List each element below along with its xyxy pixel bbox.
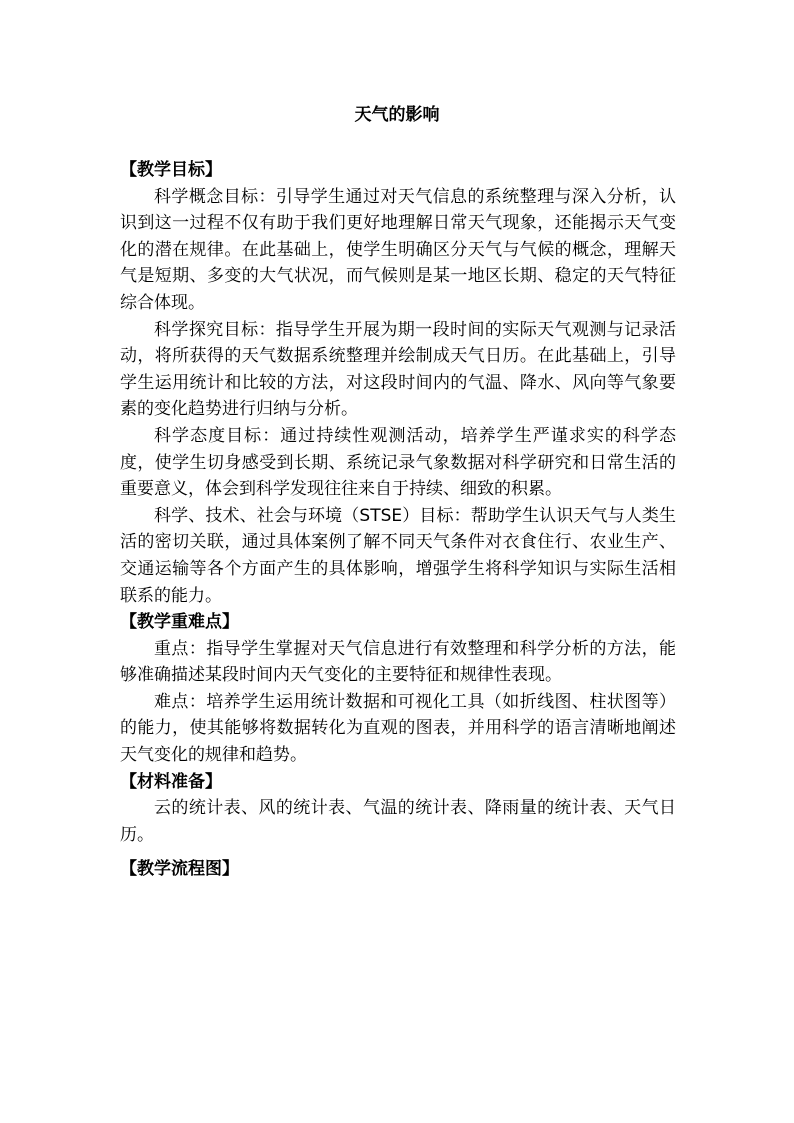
section-heading-teaching-goals: 【教学目标】: [120, 160, 222, 180]
document-body: [120, 157, 676, 883]
section-heading-materials: 【材料准备】: [120, 771, 222, 792]
paragraph-materials-list: 云的统计表、风的统计表、气温的统计表、降雨量的统计表、天气日历。: [120, 798, 676, 845]
paragraph-inquiry-goal: 科学探究目标：指导学生开展为期一段时间的实际天气观测与记录活动，将所获得的天气数据系统整理并绘制成天气日历。在此基础上，引导学生运用统计和比较的方法，对这段时间内的气温、降水、风向等气象要素的变化趋势进行归纳与分析。: [120, 319, 676, 420]
section-teaching-goals: [120, 157, 676, 609]
section-key-difficult-points: [120, 609, 676, 769]
section-heading-teaching-flowchart: 【教学流程图】: [120, 859, 239, 880]
paragraph-key-point: 重点：指导学生掌握对天气信息进行有效整理和科学分析的方法，能够准确描述某段时间内天气变化的主要特征和规律性表现。: [120, 638, 676, 686]
paragraph-concept-goal: 科学概念目标：引导学生通过对天气信息的系统整理与深入分析，认识到这一过程不仅有助于我们更好地理解日常天气现象，还能揭示天气变化的潜在规律。在此基础上，使学生明确区分天气与气候的概念，理解天气是短期、多变的大气状况，而气候则是某一地区长期、稳定的天气特征综合体现。: [120, 186, 676, 313]
page-title: 天气的影响: [354, 105, 440, 125]
paragraph-attitude-goal: 科学态度目标：通过持续性观测活动，培养学生严谨求实的科学态度，使学生切身感受到长期、系统记录气象数据对科学研究和日常生活的重要意义，体会到科学发现往往来自于持续、细致的积累。: [120, 425, 676, 500]
section-teaching-flowchart: [120, 856, 676, 883]
section-materials: [120, 769, 676, 849]
paragraph-stse-goal: 科学、技术、社会与环境（STSE）目标：帮助学生认识天气与人类生活的密切关联，通过具体案例了解不同天气条件对衣食住行、农业生产、交通运输等各个方面产生的具体影响，增强学生将科学知识与实际生活相联系的能力。: [120, 505, 676, 606]
paragraph-difficult-point: 难点：培养学生运用统计数据和可视化工具（如折线图、柱状图等）的能力，使其能够将数据转化为直观的图表，并用科学的语言清晰地阐述天气变化的规律和趋势。: [120, 691, 676, 766]
section-heading-key-difficult-points: 【教学重难点】: [120, 612, 239, 633]
